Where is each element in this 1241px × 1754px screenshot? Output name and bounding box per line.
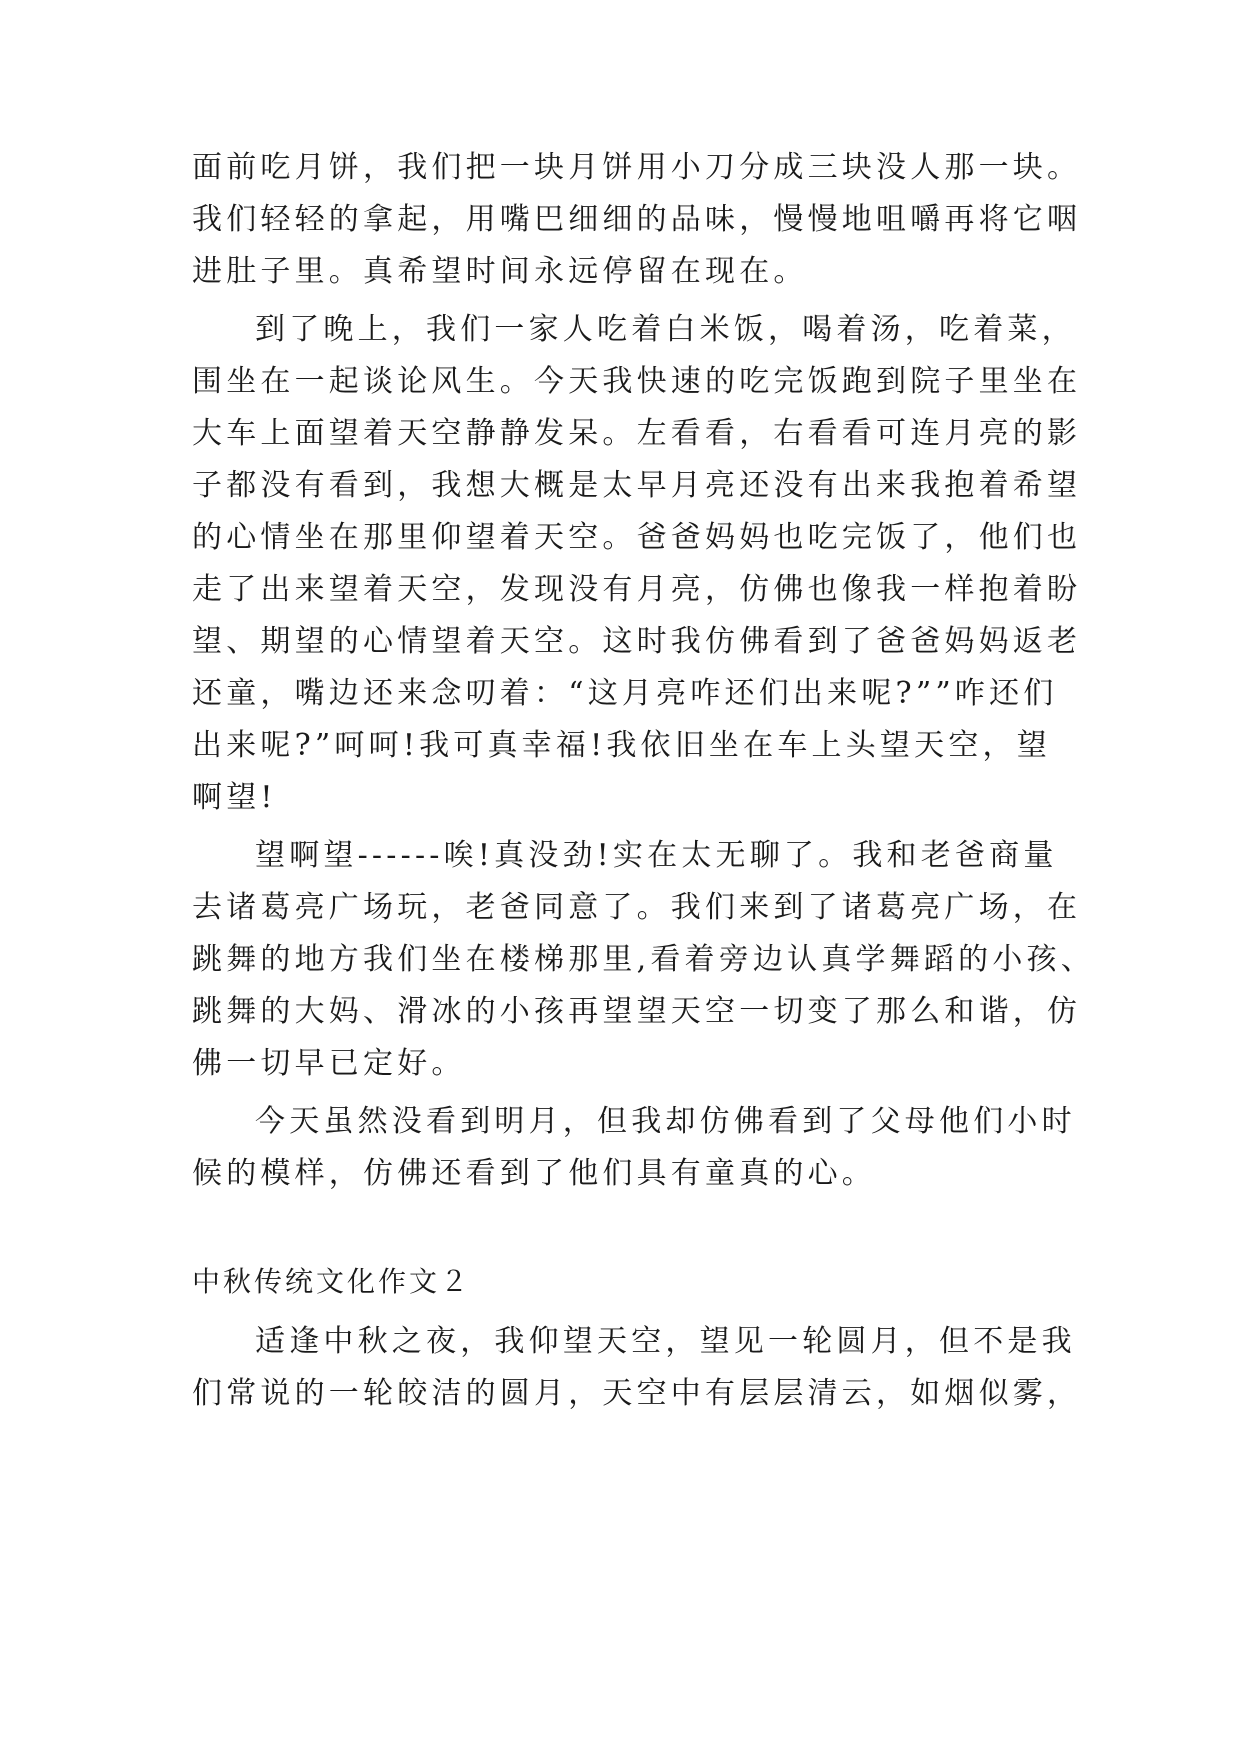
paragraph-start-line: 到了晚上，我们一家人吃着白米饭，喝着汤，吃着菜， [255, 312, 1076, 347]
text-line: 佛一切早已定好。 [192, 1046, 466, 1081]
paragraph-start-line: 适逢中秋之夜，我仰望天空，望见一轮圆月，但不是我 [255, 1324, 1076, 1359]
text-line: 候的模样，仿佛还看到了他们具有童真的心。 [192, 1156, 876, 1191]
text-line: 我们轻轻的拿起，用嘴巴细细的品味，慢慢地咀嚼再将它咽 [192, 202, 1082, 237]
text-line: 大车上面望着天空静静发呆。左看看，右看看可连月亮的影 [192, 416, 1082, 451]
text-line: 的心情坐在那里仰望着天空。爸爸妈妈也吃完饭了，他们也 [192, 520, 1082, 555]
text-line: 跳舞的大妈、滑冰的小孩再望望天空一切变了那么和谐，仿 [192, 994, 1082, 1029]
text-line: 走了出来望着天空，发现没有月亮，仿佛也像我一样抱着盼 [192, 572, 1082, 607]
text-line: 子都没有看到，我想大概是太早月亮还没有出来我抱着希望 [192, 468, 1082, 503]
text-line: 还童，嘴边还来念叨着：“这月亮咋还们出来呢?””咋还们 [192, 676, 1058, 711]
text-line: 跳舞的地方我们坐在楼梯那里,看着旁边认真学舞蹈的小孩、 [192, 942, 1095, 977]
text-line: 围坐在一起谈论风生。今天我快速的吃完饭跑到院子里坐在 [192, 364, 1082, 399]
text-line: 出来呢?”呵呵!我可真幸福!我依旧坐在车上头望天空，望 [192, 728, 1051, 763]
paragraph-start-line: 望啊望------唉!真没劲!实在太无聊了。我和老爸商量 [255, 838, 1058, 873]
text-line: 啊望! [192, 780, 277, 815]
text-line: 望、期望的心情望着天空。这时我仿佛看到了爸爸妈妈返老 [192, 624, 1082, 659]
paragraph-start-line: 今天虽然没看到明月，但我却仿佛看到了父母他们小时 [255, 1104, 1076, 1139]
section-heading: 中秋传统文化作文２ [192, 1265, 472, 1298]
text-line: 面前吃月饼，我们把一块月饼用小刀分成三块没人那一块。 [192, 150, 1082, 185]
text-line: 去诸葛亮广场玩，老爸同意了。我们来到了诸葛亮广场，在 [192, 890, 1082, 925]
text-line: 们常说的一轮皎洁的圆月，天空中有层层清云，如烟似雾， [192, 1376, 1082, 1411]
text-line: 进肚子里。真希望时间永远停留在现在。 [192, 254, 808, 289]
